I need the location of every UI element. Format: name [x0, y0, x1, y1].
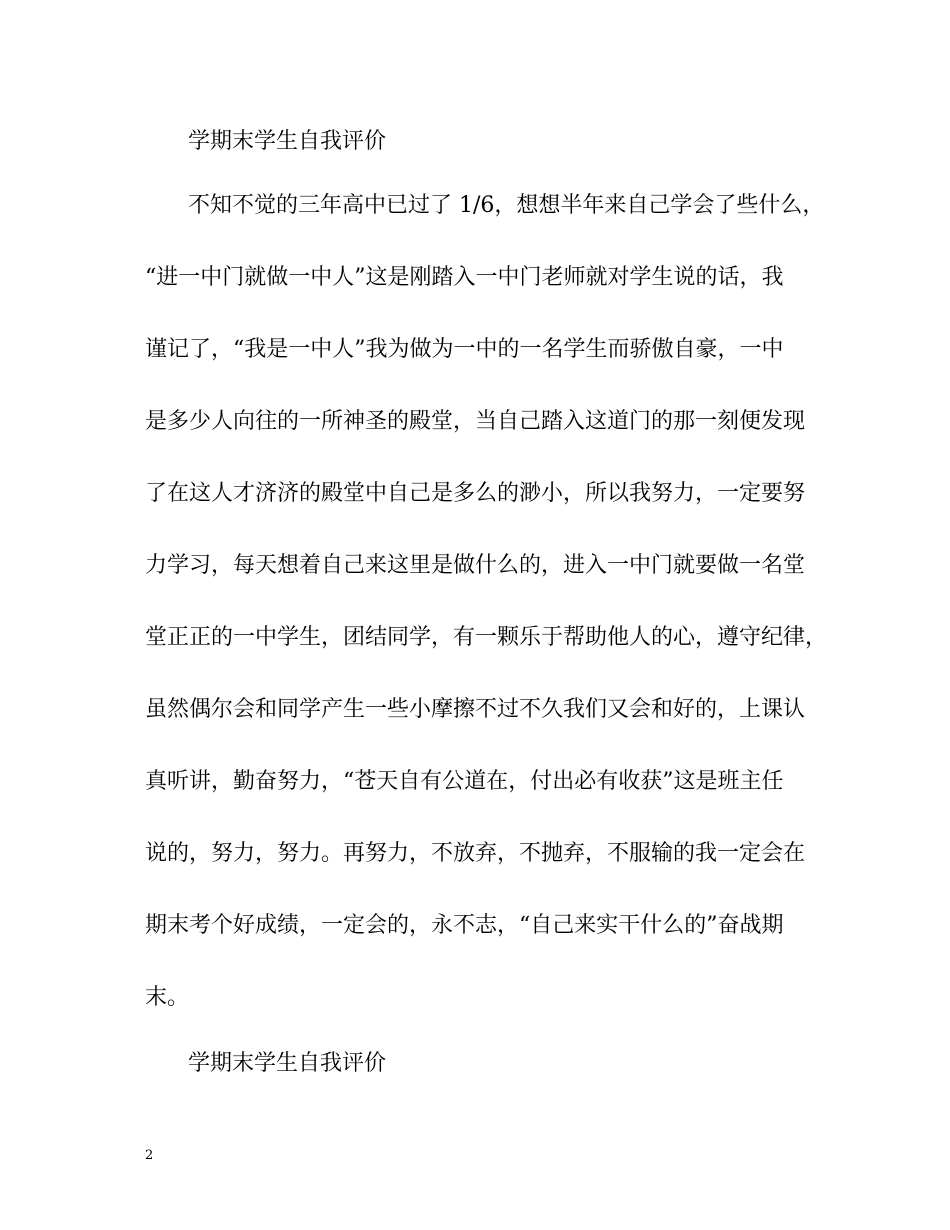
paragraph-line-6: 力学习，每天想着自己来这里是做什么的，进入一中门就要做一名堂	[145, 553, 806, 578]
paragraph-line-9: 真听讲，勤奋努力，“苍天自有公道在，付出必有收获”这是班主任	[145, 769, 784, 794]
paragraph-line-1: 不知不觉的三年高中已过了 1/6，想想半年来自己学会了些什么，	[188, 193, 825, 218]
page-number: 2	[145, 1148, 154, 1163]
paragraph-line-12: 末。	[145, 985, 190, 1010]
document-heading: 学期末学生自我评价	[188, 129, 387, 154]
paragraph-line-3: 谨记了，“我是一中人”我为做为一中的一名学生而骄傲自豪，一中	[145, 337, 784, 362]
paragraph-line-10: 说的，努力，努力。再努力，不放弃，不抛弃，不服输的我一定会在	[145, 841, 806, 866]
paragraph-line-8: 虽然偶尔会和同学产生一些小摩擦不过不久我们又会和好的，上课认	[145, 697, 806, 722]
paragraph-line-2: “进一中门就做一中人”这是刚踏入一中门老师就对学生说的话，我	[145, 265, 784, 290]
paragraph-line-4: 是多少人向往的一所神圣的殿堂，当自己踏入这道门的那一刻便发现	[145, 409, 806, 434]
paragraph-line-5: 了在这人才济济的殿堂中自己是多么的渺小，所以我努力，一定要努	[145, 481, 806, 506]
paragraph-line-11: 期末考个好成绩，一定会的，永不志，“自己来实干什么的”奋战期	[145, 913, 784, 938]
paragraph-line-7: 堂正正的一中学生，团结同学，有一颗乐于帮助他人的心，遵守纪律，	[145, 625, 828, 650]
document-heading-bottom: 学期末学生自我评价	[188, 1051, 387, 1076]
